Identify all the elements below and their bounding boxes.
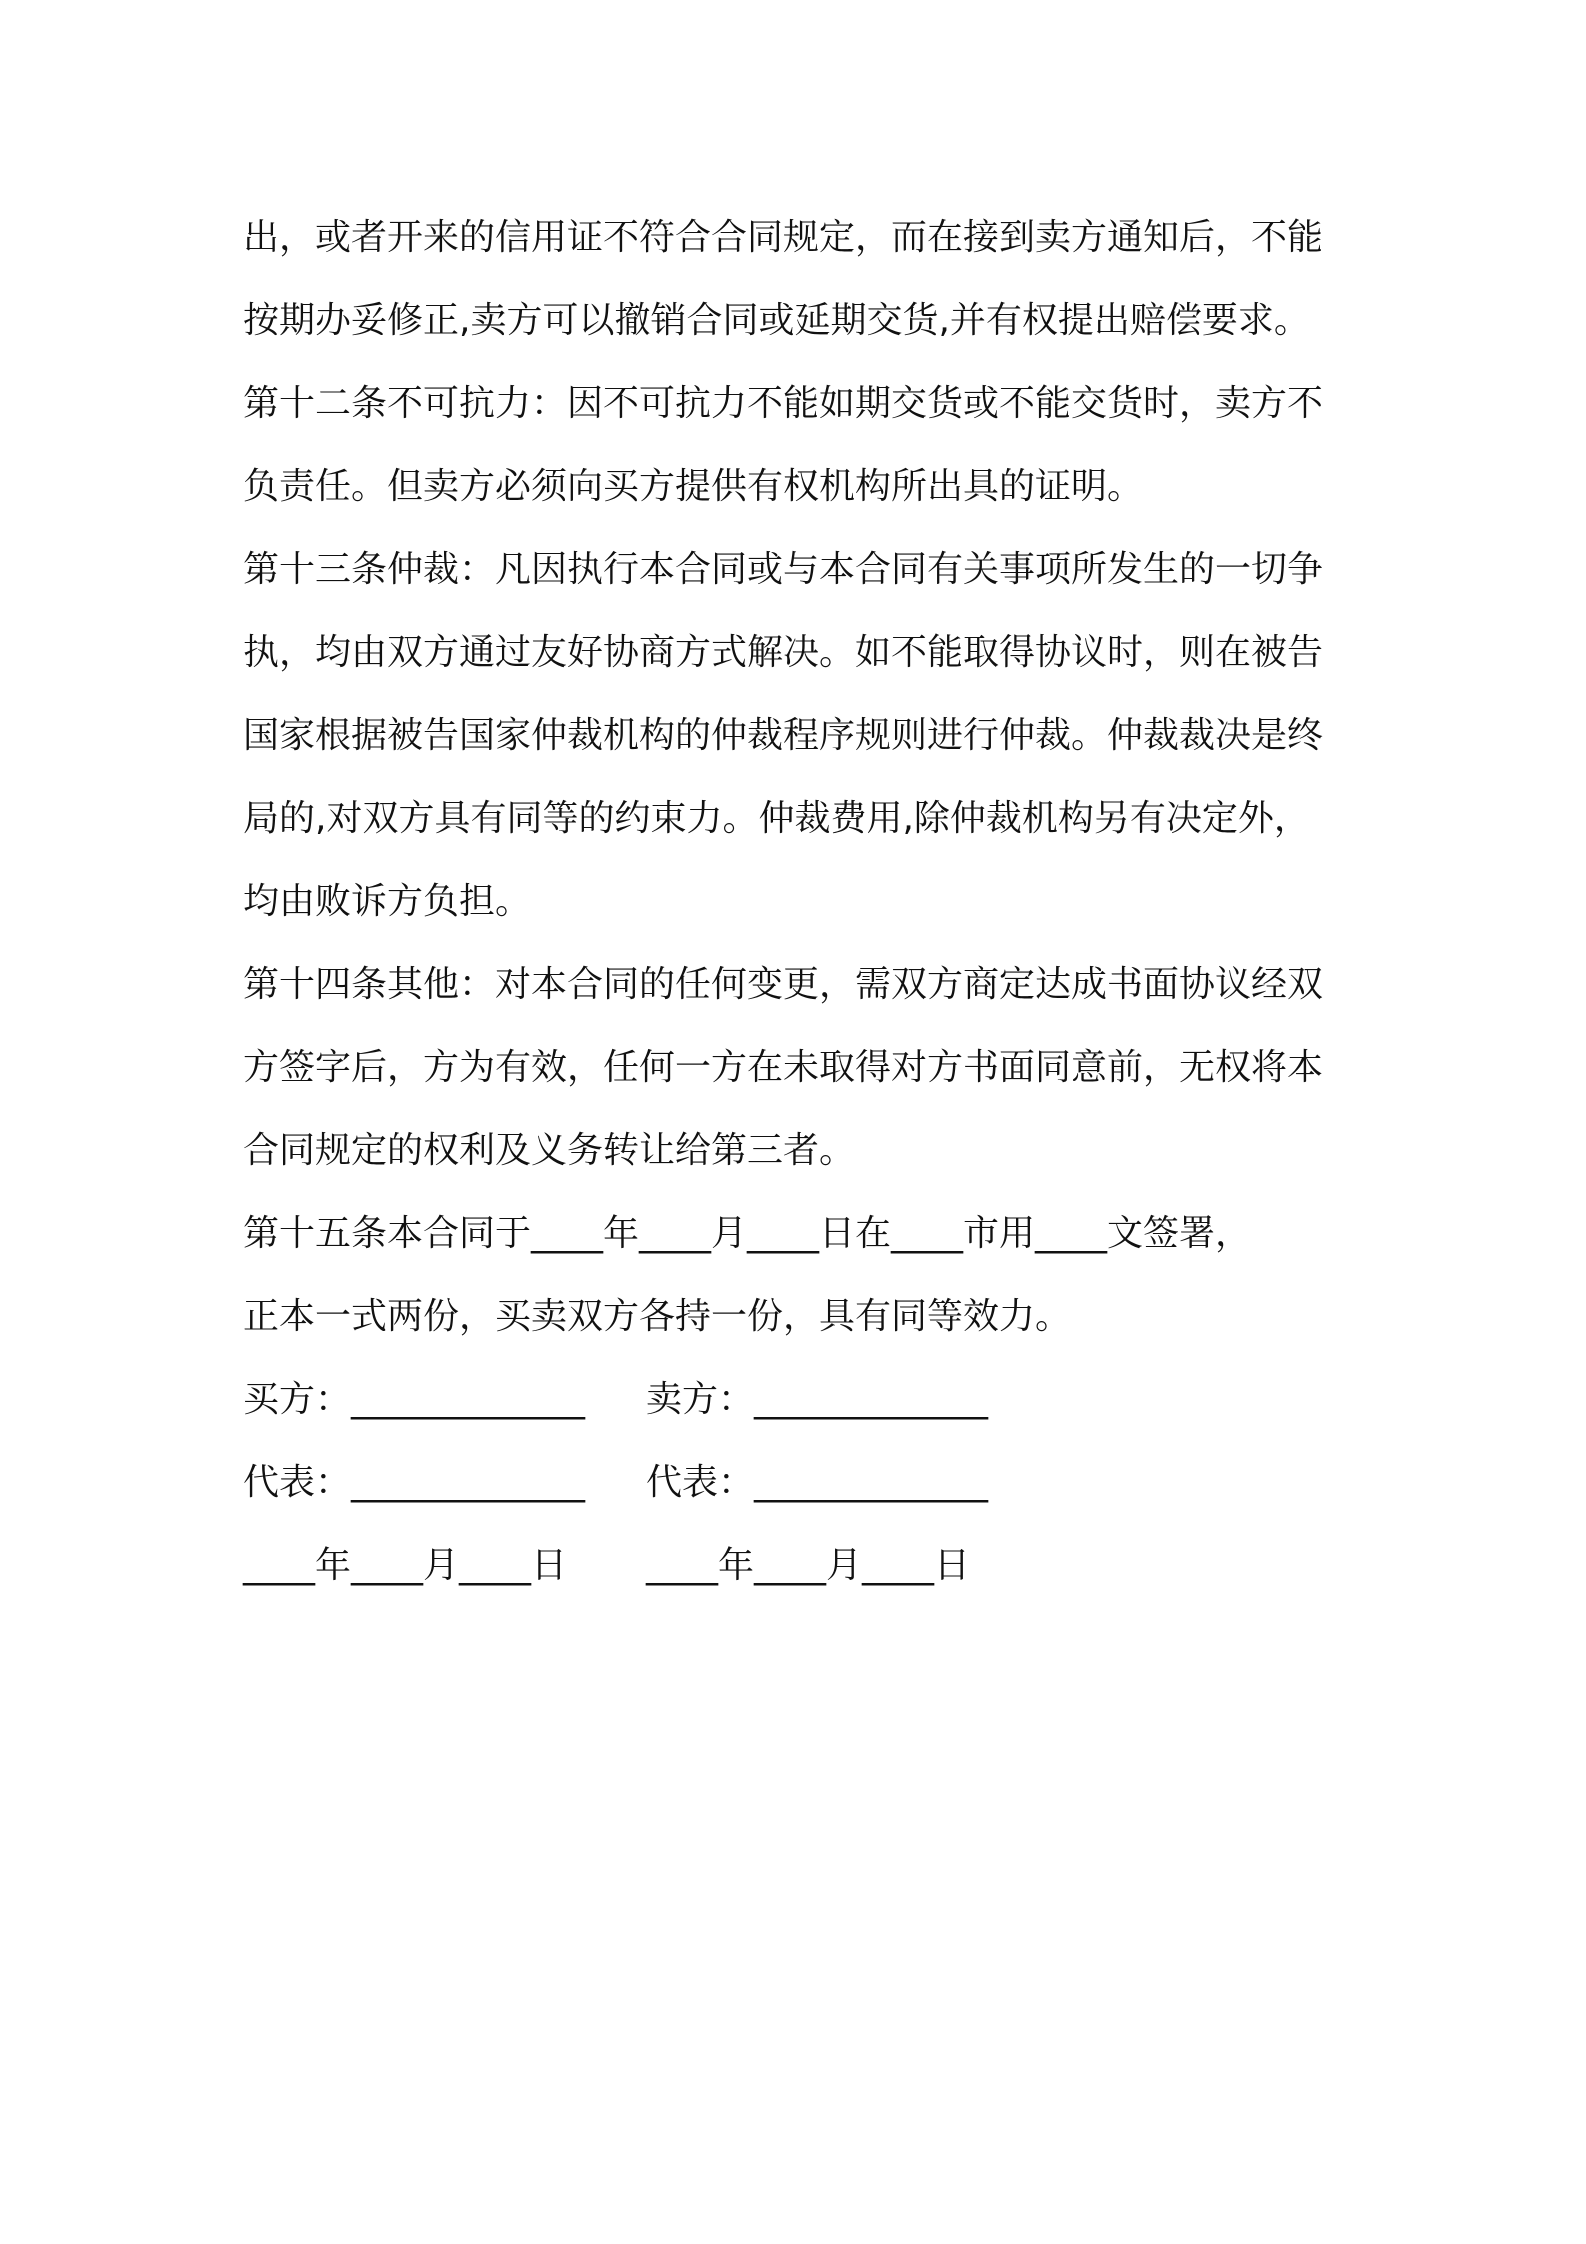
text-line: 合同规定的权利及义务转让给第三者。 <box>243 1130 856 1171</box>
article-13-heading-line: 第十三条仲裁：凡因执行本合同或与本合同有关事项所发生的一切争 <box>243 549 1324 590</box>
buyer-representative-field: 代表：_____________ <box>243 1462 586 1503</box>
seller-representative-field: 代表：_____________ <box>646 1462 989 1503</box>
signature-party-row <box>243 1358 1351 1441</box>
signature-date-row <box>243 1524 1351 1607</box>
text-line: 负责任。但卖方必须向买方提供有权机构所出具的证明。 <box>243 466 1144 507</box>
text-line: 均由败诉方负担。 <box>243 881 532 922</box>
buyer-date-field: ____年____月____日 <box>243 1545 568 1586</box>
article-14-heading-line: 第十四条其他：对本合同的任何变更，需双方商定达成书面协议经双 <box>243 964 1324 1005</box>
article-15-heading-line: 第十五条本合同于____年____月____日在____市用____文签署， <box>243 1213 1252 1254</box>
buyer-signature-field: 买方：_____________ <box>243 1379 586 1420</box>
text-line: 出，或者开来的信用证不符合合同规定，而在接到卖方通知后，不能 <box>243 217 1324 258</box>
seller-date-field: ____年____月____日 <box>646 1545 971 1586</box>
signature-representative-row <box>243 1441 1351 1524</box>
text-line: 局的,对双方具有同等的约束力。仲裁费用,除仲裁机构另有决定外， <box>243 798 1310 839</box>
text-line: 方签字后，方为有效，任何一方在未取得对方书面同意前，无权将本 <box>243 1047 1324 1088</box>
seller-signature-field: 卖方：_____________ <box>646 1379 989 1420</box>
text-line: 按期办妥修正,卖方可以撤销合同或延期交货,并有权提出赔偿要求。 <box>243 300 1310 341</box>
article-12-heading-line: 第十二条不可抗力：因不可抗力不能如期交货或不能交货时，卖方不 <box>243 383 1324 424</box>
document-body <box>243 196 1351 1607</box>
text-line: 国家根据被告国家仲裁机构的仲裁程序规则进行仲裁。仲裁裁决是终 <box>243 715 1324 756</box>
text-line: 正本一式两份，买卖双方各持一份，具有同等效力。 <box>243 1296 1072 1337</box>
text-line: 执，均由双方通过友好协商方式解决。如不能取得协议时，则在被告 <box>243 632 1324 673</box>
